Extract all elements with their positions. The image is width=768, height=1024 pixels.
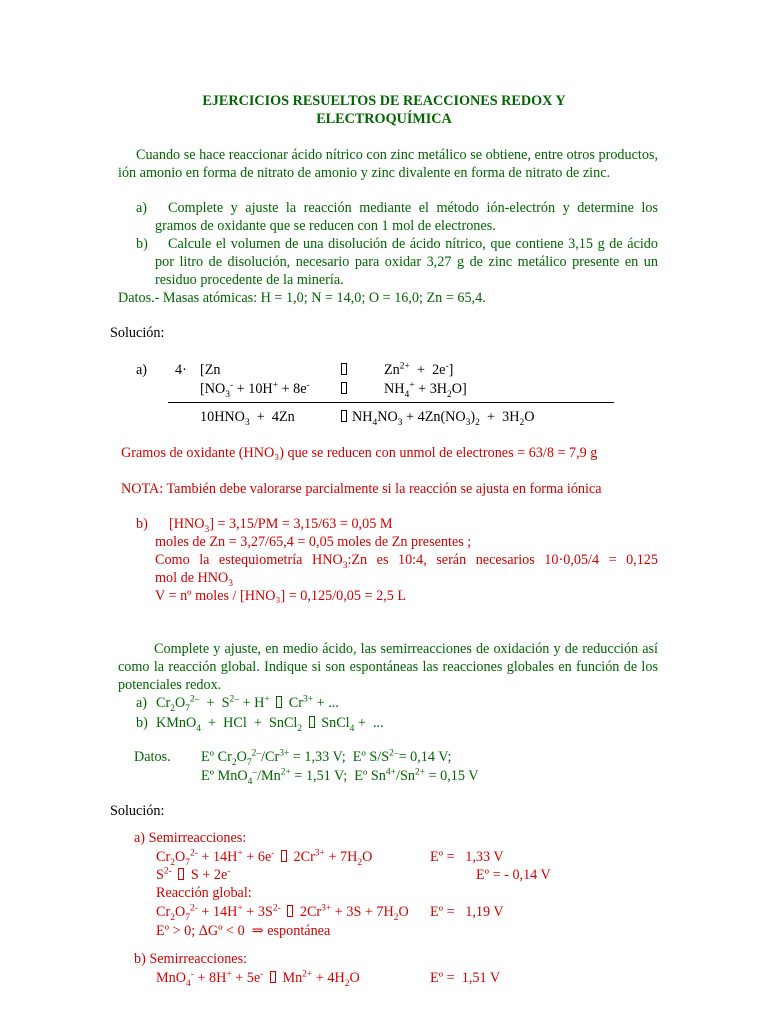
- solution1-heading: Solución:: [110, 325, 165, 341]
- problem2-a-reaction: $Cr_2O_7^{2-} + S^{2-} + H^+$ $Cr^{3+}$ + ...: [156, 694, 339, 714]
- potential-cr: Eº $Cr_2O_7^{2-}/Cr^{3+} = 1,33$ V; Eº $S/S^{2-}= 0,14$ V;: [201, 748, 452, 768]
- problem2-datos-label: Datos.: [134, 749, 171, 765]
- s-half-reaction: $S^{2-}$ S + 2e-: [156, 866, 231, 883]
- problem2-a-label: a): [136, 695, 148, 711]
- solution2-a-heading: a) Semirreacciones:: [134, 830, 247, 846]
- arrow-icon: [338, 361, 350, 379]
- problem1-datos: Datos.- Masas atómicas: H = 1,0; N = 14,0; O = 16,0; Zn = 65,4.: [118, 290, 486, 306]
- global-reaction-products: $NH_4NO_3 + 4Zn(NO_3)_2 + 3H_2O$: [352, 409, 535, 428]
- problem1-a-label: a): [136, 200, 148, 216]
- cr-half-reaction: $Cr_2O_7^{2-} + 14H^+ + 6e^-$ $2Cr^{3+} + 7H_2O$: [156, 848, 373, 868]
- nota: NOTA: También debe valorarse parcialmente si la reacción se ajusta en forma iónica: [121, 481, 602, 497]
- global-reaction: $10HNO_3 + 4Zn$: [200, 409, 295, 428]
- concentration-line: $[HNO_3] = 3,15/PM = 3,15/63 = 0,05$ M: [169, 516, 393, 535]
- e-cr: Eº = 1,33 V: [430, 849, 504, 865]
- problem2-b-label: b): [136, 715, 148, 731]
- problem1-a-text: Complete y ajuste la reacción mediante el método ión-electrón y determine los gramos de oxidante que se reducen con 1 mol de electrones.: [155, 200, 658, 234]
- document-title-line1: EJERCICIOS RESUELTOS DE REACCIONES REDOX Y: [202, 93, 566, 109]
- moles-zn-line: moles de Zn = 3,27/65,4 = 0,05 moles de Zn presentes ;: [155, 534, 472, 550]
- potential-mn: Eº $MnO_4^-/Mn^{2+} = 1,51$ V; Eº $Sn^{4+}/Sn^{2+} = 0,15$ V: [201, 767, 479, 787]
- document-title-line2: ELECTROQUÍMICA: [316, 111, 452, 127]
- solution2-heading: Solución:: [110, 803, 165, 819]
- e-mn: Eº = 1,51 V: [430, 970, 501, 986]
- e-s: Eº = - 0,14 V: [476, 867, 551, 883]
- volume-line: V = nº moles / [HNO₃] = 0,125/0,05 = 2,5 L: [155, 588, 407, 604]
- problem2-b-reaction: KMnO$_4$ + HCl + SnCl$_2$ SnCl$_4$ + ...: [156, 715, 384, 734]
- problem2-intro: Complete y ajuste, en medio ácido, las semirreacciones de oxidación y de reducción así como la reacción global. Indique si son espontáneas las reacciones globales en función de los potenciales redox.: [118, 641, 658, 693]
- solution1-a-label: a): [136, 362, 148, 378]
- mn-half-reaction: MnO$_4$- + 8H+ + 5e- $Mn^{2+} + 4H_2O$: [156, 969, 360, 989]
- factor-four: 4·: [175, 362, 187, 378]
- half-reaction-no3-right: $NH_4^+ + 3H_2O$]: [384, 380, 467, 400]
- solution1-b-label: b): [136, 516, 148, 532]
- spontaneity: Eº > 0; ΔGº < 0 ⇒ espontánea: [156, 923, 331, 939]
- arrow-icon: [338, 408, 350, 426]
- arrow-icon: [338, 380, 350, 398]
- solution2-b-heading: b) Semirreacciones:: [134, 951, 248, 967]
- half-reaction-no3-left: [$NO_3^- + 10H^+ + 8e^-$: [200, 380, 310, 400]
- stoichiometry-line: Como la estequiometría $HNO_3:Zn$ es 10:4, serán necesarios 10·0,05/4 = 0,125: [155, 552, 658, 571]
- problem1-intro: Cuando se hace reaccionar ácido nítrico con zinc metálico se obtiene, entre otros productos, ión amonio en forma de nitrato de amonio y zinc divalente en forma de nitrato de zinc.: [118, 147, 658, 181]
- problem1-b-text: Calcule el volumen de una disolución de ácido nítrico, que contiene 3,15 g de ácido por litro de disolución, necesario para oxidar 3,27 g de zinc metálico presente en un residuo procedente de la minería.: [155, 236, 658, 288]
- global-reaction-a: $Cr_2O_7^{2-} + 14H^+ + 3S^{2-}$ $2Cr^{3+} + 3S + 7H_2O$: [156, 903, 409, 923]
- e-global-a: Eº = 1,19 V: [430, 904, 504, 920]
- oxidant-grams: Gramos de oxidante (HNO₃) que se reducen con unmol de electrones = 63/8 = 7,9 g: [121, 445, 598, 461]
- half-reaction-zn-left: [Zn: [200, 362, 221, 378]
- problem1-b-label: b): [136, 236, 148, 252]
- mol-hno3-line: mol de $HNO_3$: [155, 570, 234, 589]
- global-heading: Reacción global:: [156, 885, 252, 901]
- sum-rule: [168, 402, 614, 403]
- half-reaction-zn-right: $Zn^{2+} + 2e^-$]: [384, 361, 454, 378]
